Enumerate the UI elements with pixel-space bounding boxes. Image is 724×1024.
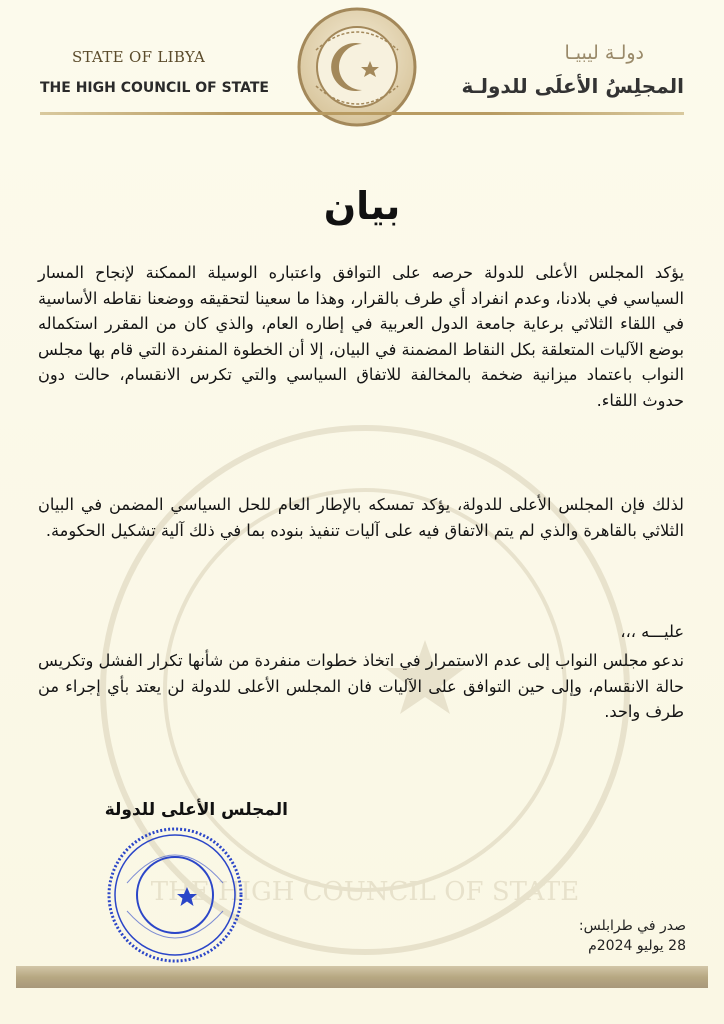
official-stamp-icon — [105, 825, 245, 965]
document-title: بيان — [323, 184, 401, 228]
issue-place: صدر في طرابلس: — [578, 918, 686, 934]
body-paragraph-1: يؤكد المجلس الأعلى للدولة حرصه على التوافق واعتباره الوسيلة الممكنة لإنجاح المسار السياسي في بلادنا، وعدم انفراد أي طرف بالقرار، وهذا ما سعينا لتحقيقه ووضعنا نقاطه الأساسية في اللقاء الثلاثي برعاية جامعة الدول العربية في إطاره العام، والذي كان من المقرر استكماله بوضع الآليات المتعلقة بكل النقاط المضمنة في البيان، إلا أن الخطوة المنفردة التي قام بها مجلس النواب باعتماد ميزانية ضخمة بالمخالفة للاتفاق السياسي والتي تكرس الانقسام، حالت دون حدوث اللقاء. — [38, 263, 684, 410]
body-paragraph-3: ندعو مجلس النواب إلى عدم الاستمرار في اتخاذ خطوات منفردة من شأنها تكرار الفشل وتكريس حالة الانقسام، وإلى حين التوافق على الآليات فان المجلس الأعلى للدولة لن يعتد بأي إجراء من طرف واحد. — [38, 651, 684, 722]
state-name-arabic: دولـة ليبيـا — [564, 42, 644, 64]
closing-word: عليـــه ،،، — [620, 622, 684, 641]
council-name-arabic: المجلِسُ الأعلَى للدولـة — [461, 74, 684, 98]
state-name-english: STATE OF LIBYA — [72, 48, 206, 66]
council-logo-icon — [296, 6, 418, 128]
body-paragraph-2: لذلك فإن المجلس الأعلى للدولة، يؤكد تمسكه بالإطار العام للحل السياسي المضمن في البيان الثلاثي بالقاهرة والذي لم يتم الاتفاق فيه على آليات تنفيذ بنوده بما في ذلك آلية تشكيل الحكومة. — [38, 495, 684, 540]
svg-text:THE HIGH COUNCIL OF STATE: THE HIGH COUNCIL OF STATE — [150, 877, 580, 907]
header-divider — [40, 112, 684, 115]
signature-text: المجلس الأعلى للدولة — [104, 800, 288, 820]
council-name-english: THE HIGH COUNCIL OF STATE — [40, 80, 269, 96]
issue-date: 28 يوليو 2024م — [588, 938, 686, 954]
footer-bar — [16, 966, 708, 988]
